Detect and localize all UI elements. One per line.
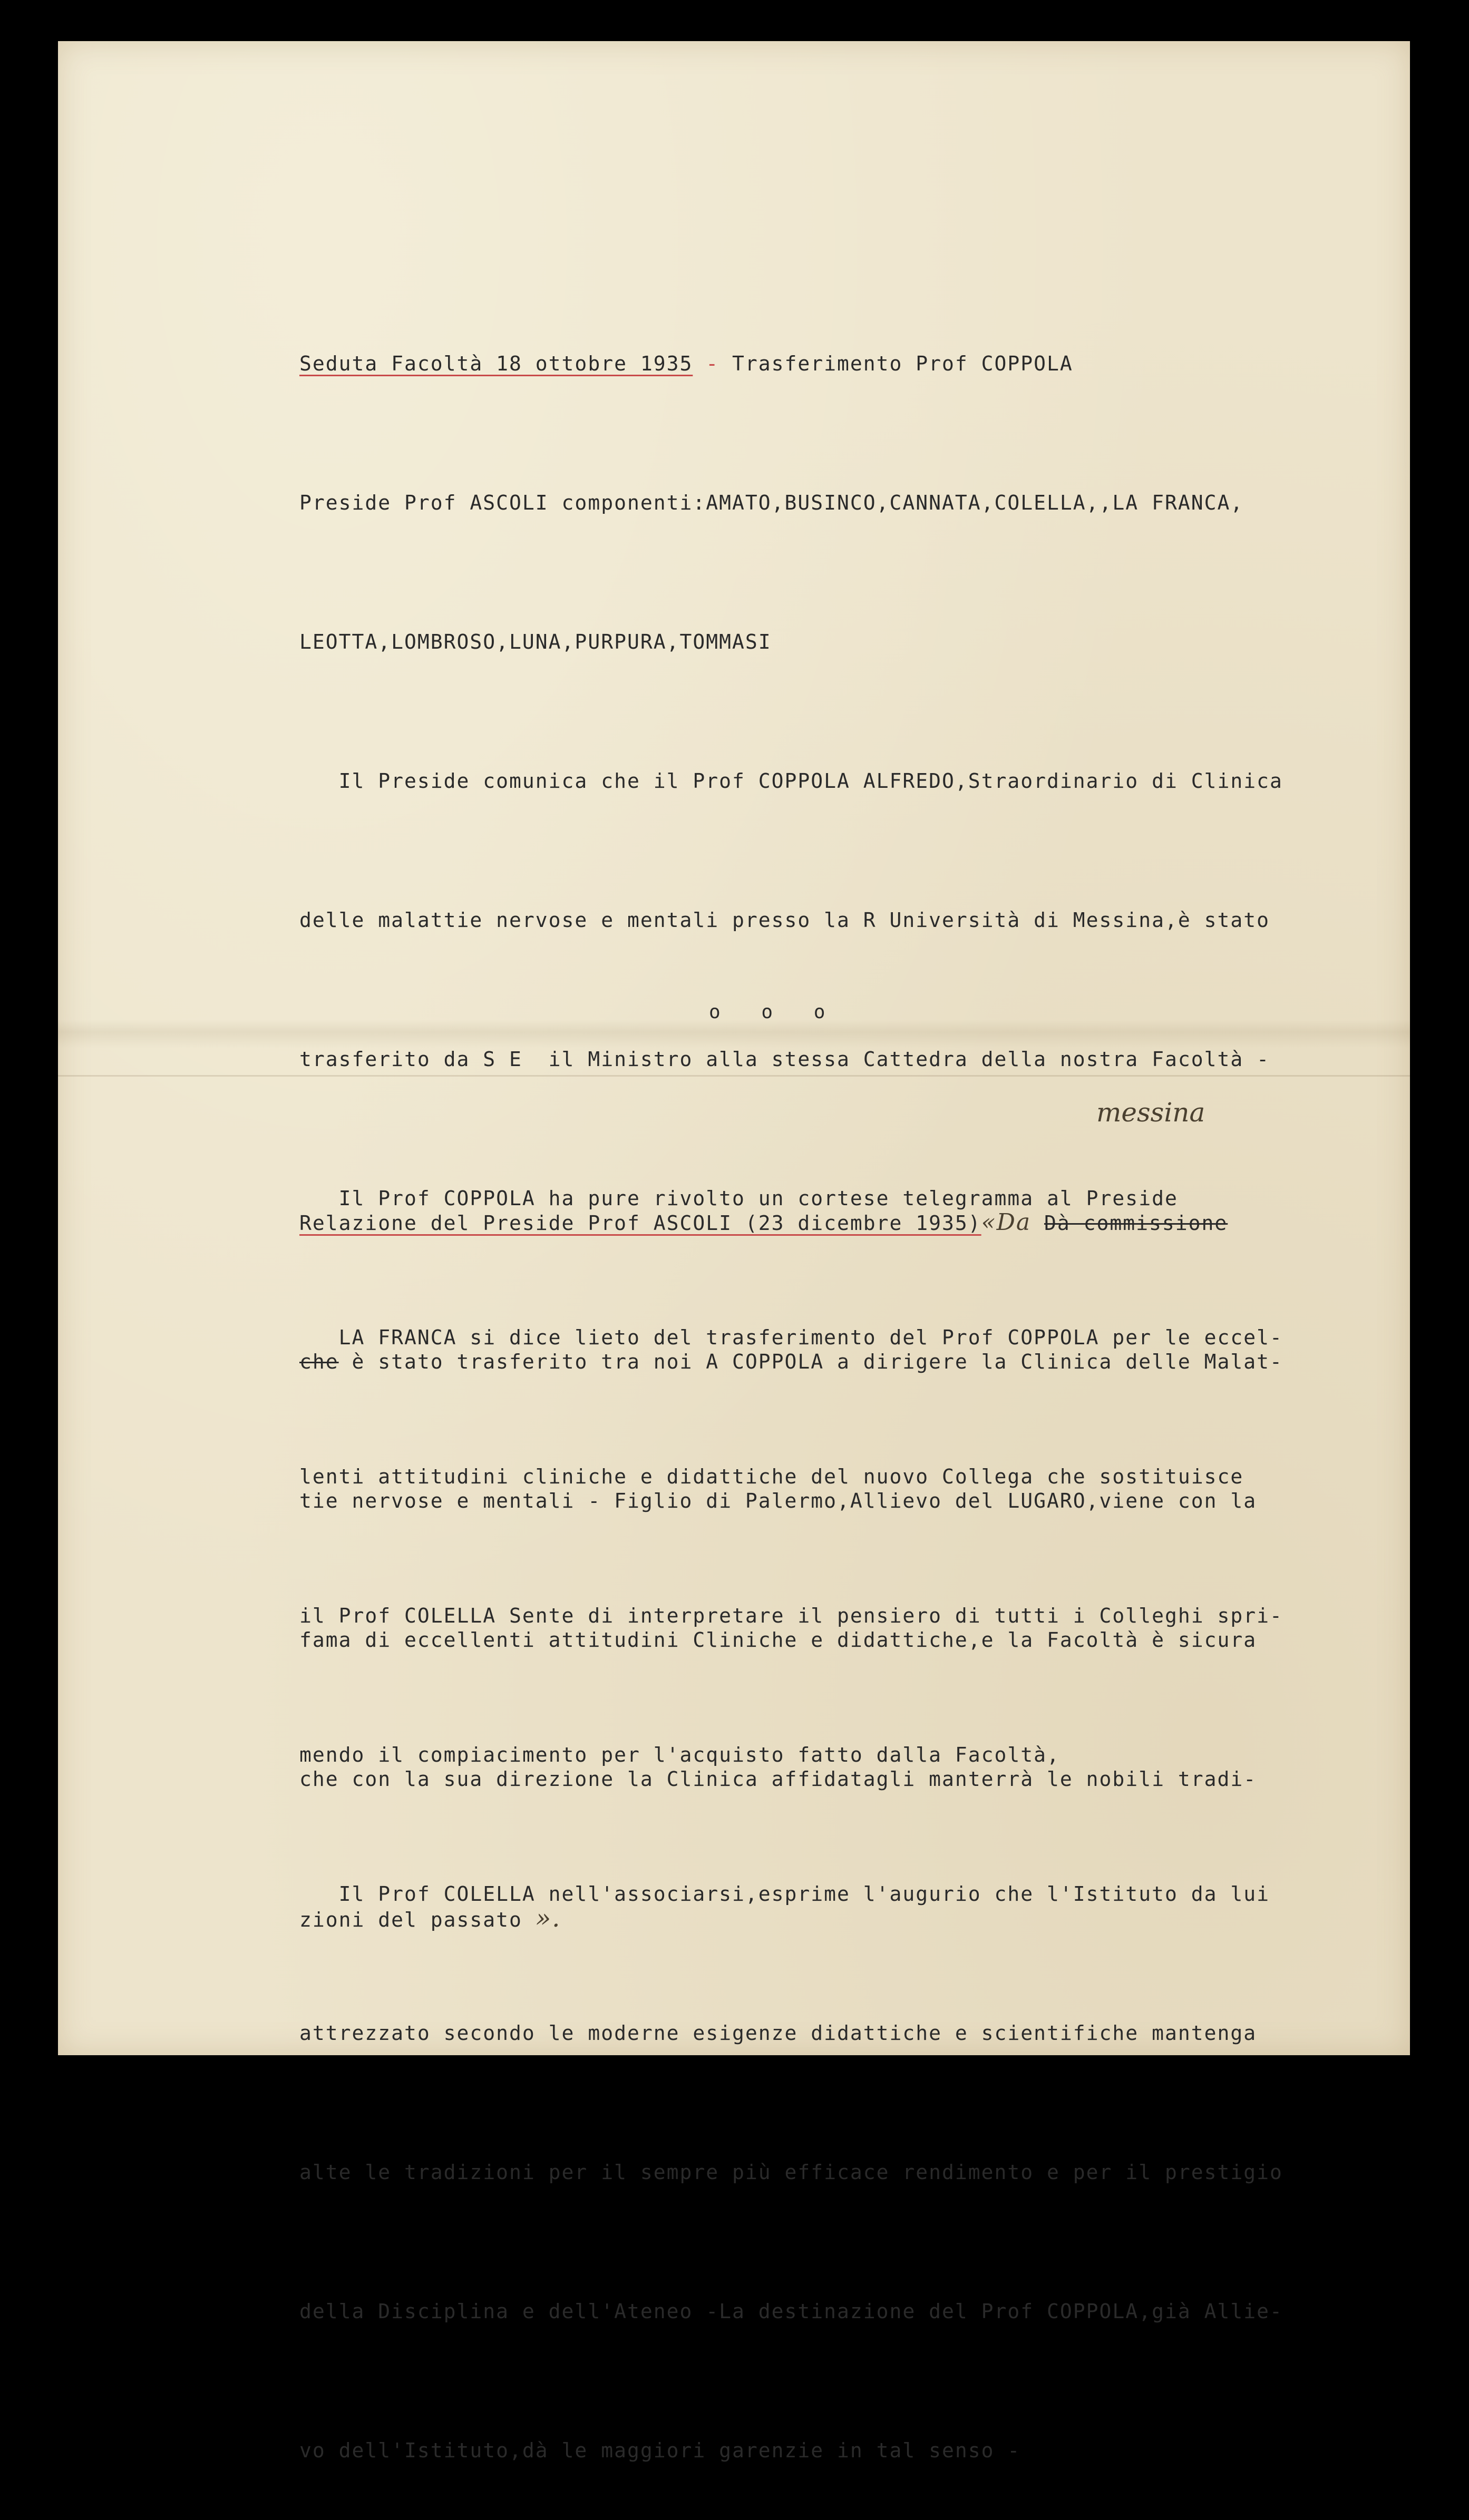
section1-line: mendo il compiacimento per l'acquisto fatto dalla Facoltà, xyxy=(299,1743,1060,1766)
section2-quote-open: «Da xyxy=(981,1209,1032,1236)
section1-line: Preside Prof ASCOLI componenti:AMATO,BUSINCO,CANNATA,COLELLA,,LA FRANCA, xyxy=(299,491,1244,514)
section2-struck-word: che xyxy=(299,1350,339,1373)
section1-line: trasferito da S E il Ministro alla stessa Cattedra della nostra Facoltà - xyxy=(299,1048,1270,1071)
section2-last-line-text: zioni del passato xyxy=(299,1908,536,1931)
section1-line: il Prof COLELLA Sente di interpretare il pensiero di tutti i Colleghi spri- xyxy=(299,1604,1283,1627)
section2-title-line xyxy=(299,1199,1283,1246)
section1-line: della Disciplina e dell'Ateneo -La destinazione del Prof COPPOLA,già Allie- xyxy=(299,2300,1283,2323)
section1-heading: Seduta Facoltà 18 ottobre 1935 xyxy=(299,352,693,375)
section2-line: tie nervose e mentali - Figlio di Palermo,Allievo del LUGARO,viene con la xyxy=(299,1489,1257,1512)
section1-subject: Trasferimento Prof COPPOLA xyxy=(732,352,1073,375)
section1-line: alte le tradizioni per il sempre più efficace rendimento e per il prestigio xyxy=(299,2161,1283,2184)
section1-title-line xyxy=(299,340,1283,387)
section1-line: LA FRANCA si dice lieto del trasferimento del Prof COPPOLA per le eccel- xyxy=(299,1326,1283,1349)
section1-line: Il Prof COPPOLA ha pure rivolto un cortese telegramma al Preside xyxy=(299,1187,1178,1210)
separator-dots: o o o xyxy=(709,1001,840,1023)
section1-dash: - xyxy=(693,352,732,375)
section2-first-line xyxy=(299,1339,1283,1385)
section2-heading: Relazione del Preside Prof ASCOLI (23 dicembre 1935) xyxy=(299,1212,981,1235)
section2-quote-close: ». xyxy=(535,1903,561,1933)
section1-line: Il Prof COLELLA nell'associarsi,esprime l'augurio che l'Istituto da lui xyxy=(299,1882,1270,1906)
section-relazione xyxy=(299,1107,1283,1988)
section2-first-line-text: è stato trasferito tra noi A COPPOLA a dirigere la Clinica delle Malat- xyxy=(338,1350,1283,1373)
section1-line: delle malattie nervose e mentali presso la R Università di Messina,è stato xyxy=(299,909,1270,932)
handwritten-insert: messina xyxy=(1096,1097,1205,1128)
section2-struck-text: Dà commissione xyxy=(1044,1212,1228,1235)
section1-line: Il Preside comunica che il Prof COPPOLA ALFREDO,Straordinario di Clinica xyxy=(299,769,1283,793)
section1-line: vo dell'Istituto,dà le maggiori garenzie in tal senso - xyxy=(299,2439,1021,2462)
section2-line: fama di eccellenti attitudini Cliniche e didattiche,e la Facoltà è sicura xyxy=(299,1628,1257,1652)
section1-line: LEOTTA,LOMBROSO,LUNA,PURPURA,TOMMASI xyxy=(299,630,772,653)
section2-line: che con la sua direzione la Clinica affidatagli manterrà le nobili tradi- xyxy=(299,1767,1257,1791)
section2-last-line xyxy=(299,1895,1283,1941)
section1-line: lenti attitudini cliniche e didattiche del nuovo Collega che sostituisce xyxy=(299,1465,1244,1488)
section1-line: attrezzato secondo le moderne esigenze didattiche e scientifiche mantenga xyxy=(299,2021,1257,2045)
